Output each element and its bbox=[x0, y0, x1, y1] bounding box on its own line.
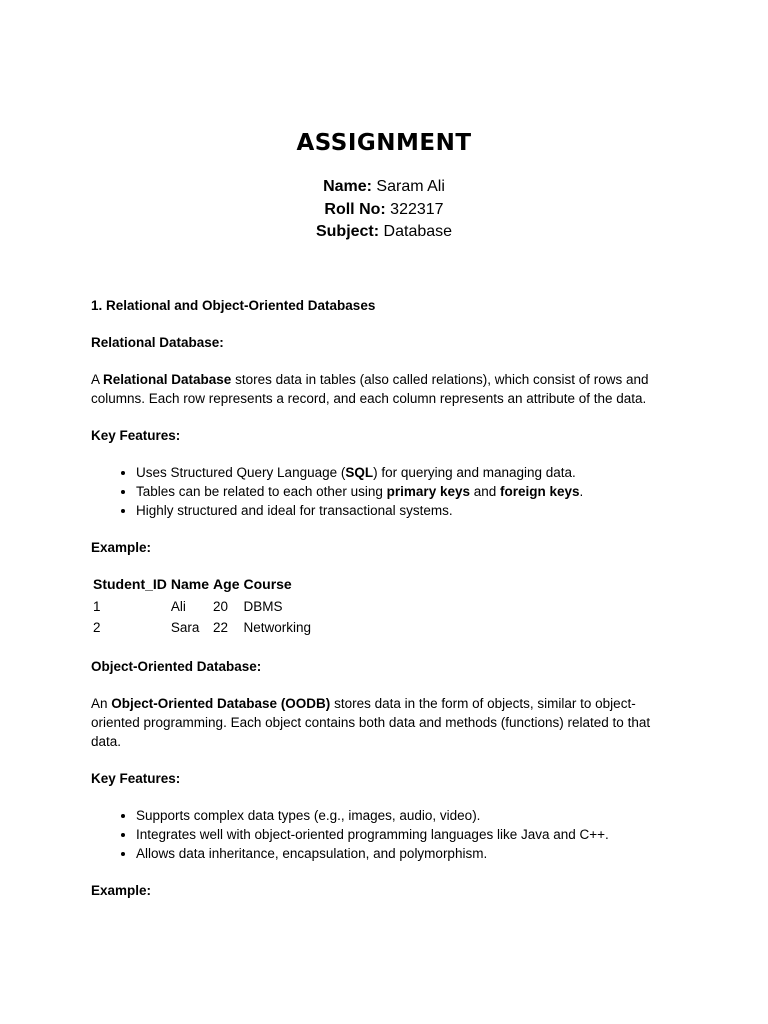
oodb-heading: Object-Oriented Database: bbox=[91, 659, 262, 674]
relational-intro-term: Relational Database bbox=[103, 372, 232, 387]
table-cell: 20 bbox=[213, 599, 229, 614]
table-cell: 1 bbox=[93, 599, 101, 614]
section-heading: 1. Relational and Object-Oriented Databases bbox=[91, 298, 376, 313]
relational-features-list bbox=[91, 463, 681, 520]
list-item bbox=[136, 482, 681, 501]
document-title: ASSIGNMENT bbox=[296, 130, 472, 156]
list-item: • Allows data inheritance, encapsulation, and polymorphism. bbox=[136, 844, 681, 863]
relational-intro bbox=[91, 370, 681, 408]
table-row bbox=[91, 597, 313, 618]
table-cell: DBMS bbox=[243, 599, 283, 614]
relational-intro-c: stores data in tables (also called relations), which consist of rows and columns. Each row represents a record, and each column represents an attribute of the data. bbox=[91, 372, 649, 406]
feature2-c: and bbox=[469, 484, 501, 499]
name-label: Name: bbox=[323, 178, 372, 195]
name-line bbox=[0, 176, 768, 199]
feature2-d: foreign keys bbox=[500, 484, 580, 499]
subject-value: Database bbox=[379, 223, 453, 240]
feature1-b: SQL bbox=[345, 465, 374, 480]
feature1-c: ) for querying and managing data. bbox=[373, 465, 576, 480]
table-header: Student_ID bbox=[93, 576, 167, 592]
table-cell: Networking bbox=[243, 620, 312, 635]
table-header: Course bbox=[243, 576, 292, 592]
oodb-intro bbox=[91, 694, 681, 751]
relational-intro-a: A bbox=[91, 372, 104, 387]
student-info bbox=[0, 176, 768, 244]
table-header: Age bbox=[213, 576, 240, 592]
roll-label: Roll No: bbox=[324, 200, 386, 218]
oodb-intro-c: stores data in the form of objects, similar to object-oriented programming. Each object contains both data and methods (functions) related to that data. bbox=[91, 696, 651, 749]
relational-features-heading: Key Features: bbox=[91, 428, 181, 443]
feature2-b: primary keys bbox=[386, 484, 470, 499]
oodb-intro-term: Object-Oriented Database (OODB) bbox=[111, 696, 331, 711]
roll-value: 322317 bbox=[385, 200, 444, 218]
list-item: • Highly structured and ideal for transactional systems. bbox=[136, 501, 681, 520]
feature1-a: Uses Structured Query Language ( bbox=[136, 465, 346, 480]
relational-heading: Relational Database: bbox=[91, 335, 224, 350]
table-header-row bbox=[91, 575, 313, 597]
oodb-intro-a: An bbox=[91, 696, 112, 711]
list-item: • Supports complex data types (e.g., images, audio, video). bbox=[136, 806, 681, 825]
name-value: Saram Ali bbox=[371, 178, 445, 195]
feature2-e: . bbox=[579, 484, 584, 499]
feature2-a: Tables can be related to each other using bbox=[136, 484, 387, 499]
example-table bbox=[91, 575, 313, 639]
relational-example-heading: Example: bbox=[91, 540, 152, 555]
table-cell: 22 bbox=[213, 620, 229, 635]
table-header: Name bbox=[170, 576, 210, 592]
roll-line bbox=[0, 199, 768, 222]
list-item: • Integrates well with object-oriented programming languages like Java and C++. bbox=[136, 825, 681, 844]
table-row bbox=[91, 618, 313, 639]
oodb-example-heading: Example: bbox=[91, 883, 152, 898]
oodb-features-heading: Key Features: bbox=[91, 771, 181, 786]
table-cell: 2 bbox=[93, 620, 101, 635]
table-cell: Ali bbox=[170, 599, 186, 614]
oodb-features-list bbox=[91, 806, 681, 863]
subject-line bbox=[0, 221, 768, 244]
list-item bbox=[136, 463, 681, 482]
document-body bbox=[91, 296, 681, 900]
table-cell: Sara bbox=[170, 620, 200, 635]
subject-label: Subject: bbox=[315, 223, 380, 240]
